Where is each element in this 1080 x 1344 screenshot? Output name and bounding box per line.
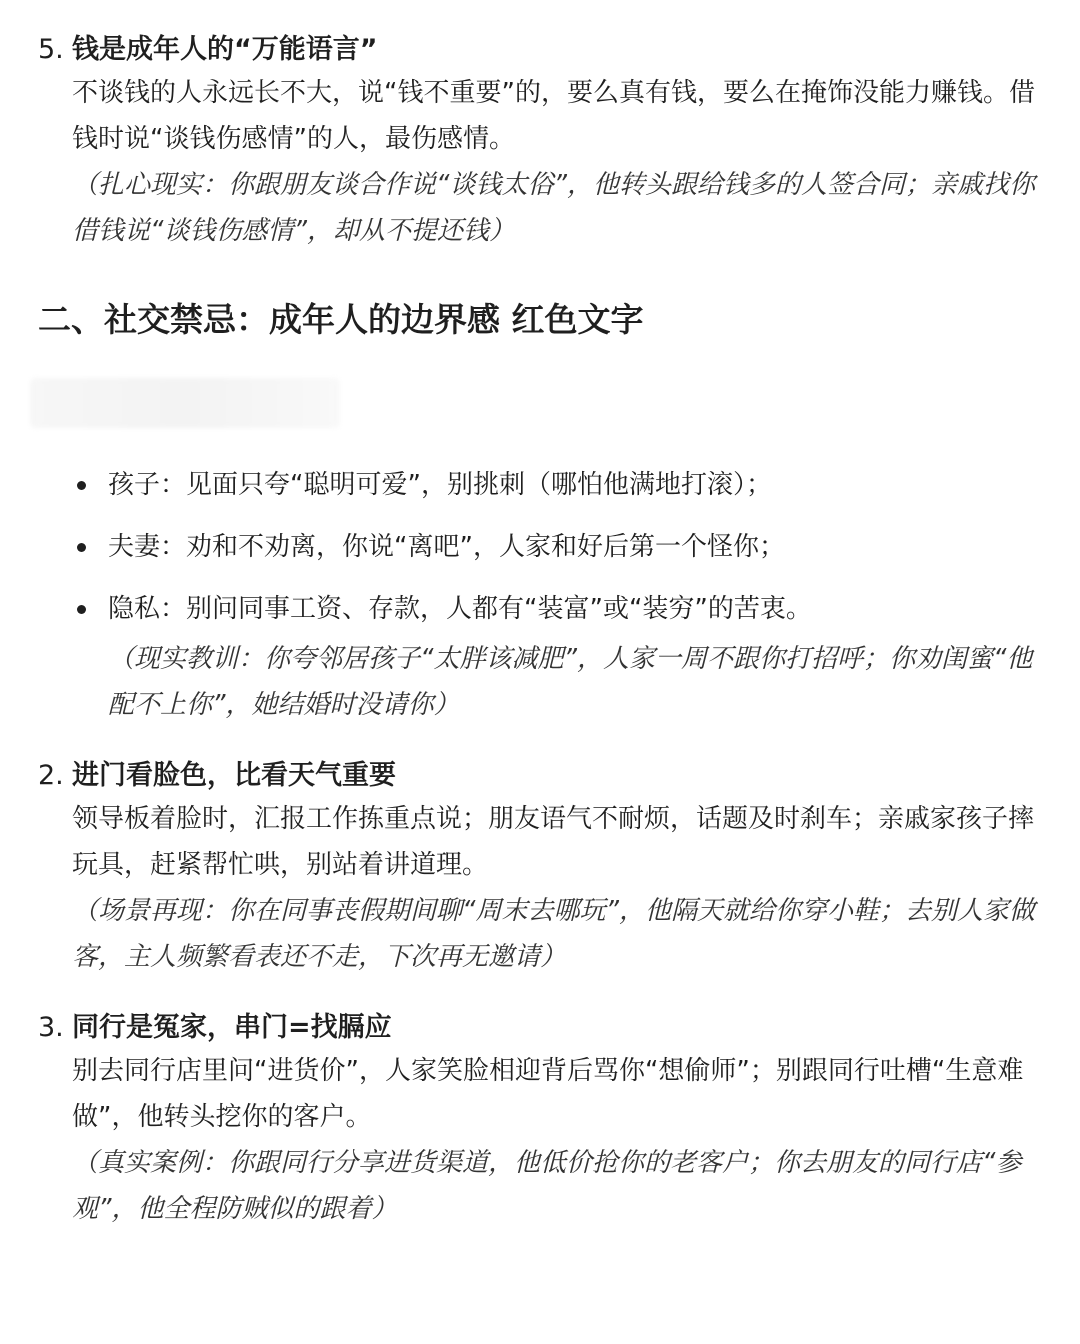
list-item-2 [38,756,1048,980]
item-title: 进门看脸色，比看天气重要 [72,760,396,791]
bullet-dot-icon [77,605,86,614]
blurred-placeholder [30,378,340,428]
item-heading [38,756,1048,796]
bullet-note-wrapper [74,636,1049,728]
bullet-item-privacy [74,586,1049,632]
item-number: 3. [38,1012,64,1043]
item-heading [38,1008,1048,1048]
item-body: 别去同行店里问“进货价”，人家笑脸相迎背后骂你“想偷师”；别跟同行吐槽“生意难做”，他转头挖你的客户。 [72,1056,1024,1132]
item-body: 不谈钱的人永远长不大，说“钱不重要”的，要么真有钱，要么在掩饰没能力赚钱。借钱时说“谈钱伤感情”的人，最伤感情。 [72,78,1035,154]
item-note: （场景再现：你在同事丧假期间聊“周末去哪玩”，他隔天就给你穿小鞋；去别人家做客，主人频繁看表还不走，下次再无邀请） [72,896,1035,972]
bullet-note: （现实教训：你夸邻居孩子“太胖该减肥”，人家一周不跟你打招呼；你劝闺蜜“他配不上你”，她结婚时没请你） [108,644,1033,720]
list-item-5 [38,30,1048,254]
item-title: 钱是成年人的“万能语言” [72,34,378,65]
bullet-item-couples [74,524,1049,570]
item-note: （扎心现实：你跟朋友谈合作说“谈钱太俗”，他转头跟给钱多的人签合同；亲戚找你借钱说“谈钱伤感情”，却从不提还钱） [72,170,1035,246]
bullet-text: 隐私：别问同事工资、存款，人都有“装富”或“装穷”的苦衷。 [108,594,812,624]
bullet-list [74,462,1049,728]
bullet-text: 孩子：见面只夸“聪明可爱”，别挑刺（哪怕他满地打滚）； [108,470,772,500]
bullet-dot-icon [77,481,86,490]
item-note: （真实案例：你跟同行分享进货渠道，他低价抢你的老客户；你去朋友的同行店“参观”，他全程防贼似的跟着） [72,1148,1022,1224]
item-title: 同行是冤家，串门=找膈应 [72,1012,392,1043]
item-number: 2. [38,760,64,791]
item-body: 领导板着脸时，汇报工作拣重点说；朋友语气不耐烦，话题及时刹车；亲戚家孩子摔玩具，赶紧帮忙哄，别站着讲道理。 [72,804,1035,880]
bullet-dot-icon [77,543,86,552]
bullet-item-children [74,462,1049,508]
section-heading: 二、社交禁忌：成年人的边界感 红色文字 [38,300,644,339]
list-item-3 [38,1008,1048,1232]
bullet-text: 夫妻：劝和不劝离，你说“离吧”，人家和好后第一个怪你； [108,532,785,562]
item-heading [38,30,1048,70]
item-number: 5. [38,34,64,65]
